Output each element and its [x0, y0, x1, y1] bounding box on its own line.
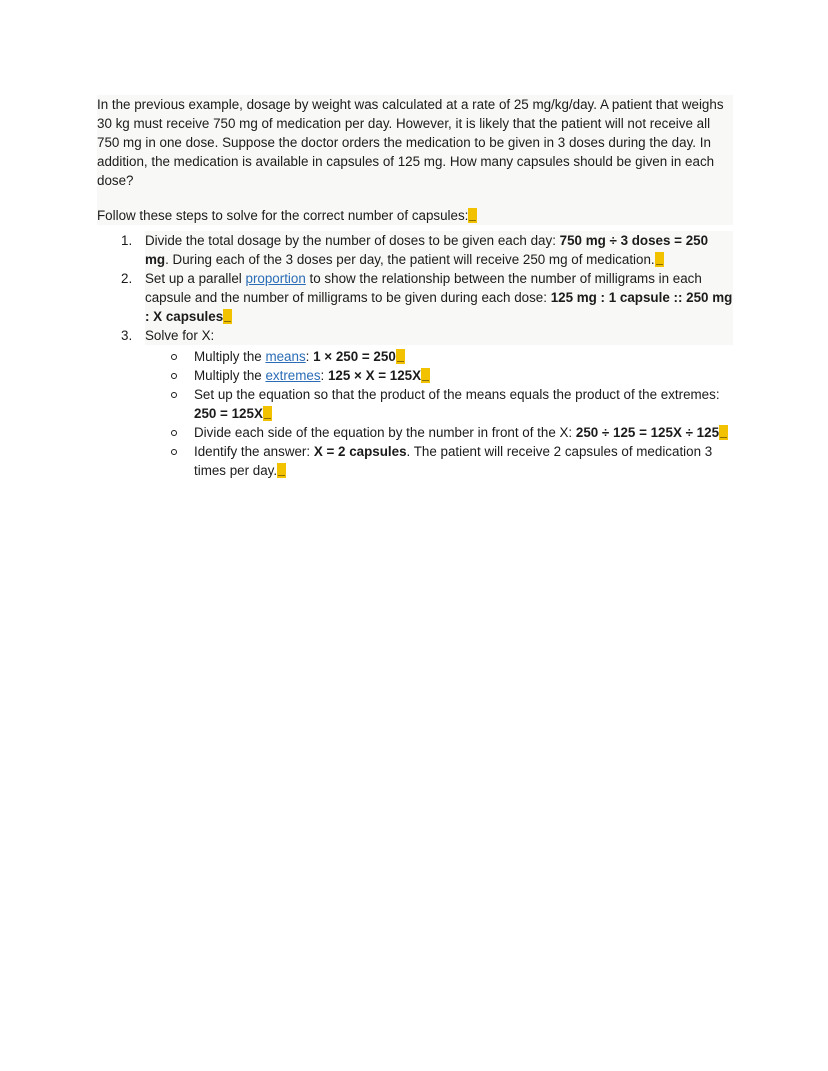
document-page [97, 95, 733, 480]
step-formula: 125 mg : 1 capsule :: 250 mg : X capsules [145, 290, 733, 324]
substep-text: : [305, 349, 314, 364]
comment-marker-icon[interactable] [468, 208, 477, 223]
substep-item [194, 347, 733, 366]
comment-marker-icon[interactable] [719, 425, 728, 440]
substep-answer: X = 2 capsules [313, 444, 407, 459]
substep-item [194, 366, 733, 385]
substep-formula: 250 = 125X [194, 406, 263, 421]
substep-text: . The patient will receive 2 capsules of medication 3 times per day. [194, 444, 713, 478]
substep-item [194, 385, 733, 423]
step-text: . During each of the 3 doses per day, the patient will receive 250 mg of medication. [165, 252, 655, 267]
means-link[interactable]: means [265, 349, 306, 364]
substep-text: Divide each side of the equation by the number in front of the X: [194, 425, 576, 440]
substep-text: Set up the equation so that the product of the means equals the product of the extremes: [194, 387, 720, 402]
step-text: Set up a parallel [145, 271, 246, 286]
steps-list [97, 231, 733, 480]
step-item [145, 326, 733, 480]
substep-item [194, 442, 733, 480]
substep-formula: 125 × X = 125X [327, 368, 422, 383]
substep-formula: 250 ÷ 125 = 125X ÷ 125 [575, 425, 720, 440]
intro-block [97, 95, 733, 225]
comment-marker-icon[interactable] [421, 368, 430, 383]
substep-text: Multiply the [194, 368, 266, 383]
substep-item [194, 423, 733, 442]
substep-text: Identify the answer: [194, 444, 314, 459]
intro-paragraph: In the previous example, dosage by weight was calculated at a rate of 25 mg/kg/day. A patient that weighs 30 kg must receive 750 mg of medication per day. However, it is likely that the patient will not receive all 750 mg in one dose. Suppose the doctor orders the medication to be given in 3 doses during the day. In addition, the medication is available in capsules of 125 mg. How many capsules should be given in each dose? [97, 97, 724, 188]
substep-text: Multiply the [194, 349, 266, 364]
step-text: Divide the total dosage by the number of doses to be given each day: [145, 233, 560, 248]
proportion-link[interactable]: proportion [245, 271, 306, 286]
extremes-link[interactable]: extremes [265, 368, 321, 383]
comment-marker-icon[interactable] [263, 406, 272, 421]
comment-marker-icon[interactable] [396, 349, 405, 364]
steps-intro [97, 206, 733, 225]
step-text: to show the relationship between the number of milligrams in each capsule and the number of milligrams to be given during each dose: [145, 271, 702, 305]
step-item [145, 231, 733, 269]
step-item [145, 269, 733, 326]
steps-intro-text: Follow these steps to solve for the correct number of capsules: [97, 208, 469, 223]
step-formula: 750 mg ÷ 3 doses = 250 mg [145, 233, 709, 267]
comment-marker-icon[interactable] [277, 463, 286, 478]
step-text: Solve for X: [145, 326, 733, 345]
substeps-list [145, 347, 733, 480]
comment-marker-icon[interactable] [655, 252, 664, 267]
substep-text: : [320, 368, 328, 383]
comment-marker-icon[interactable] [223, 309, 232, 324]
substep-formula: 1 × 250 = 250 [313, 349, 396, 364]
